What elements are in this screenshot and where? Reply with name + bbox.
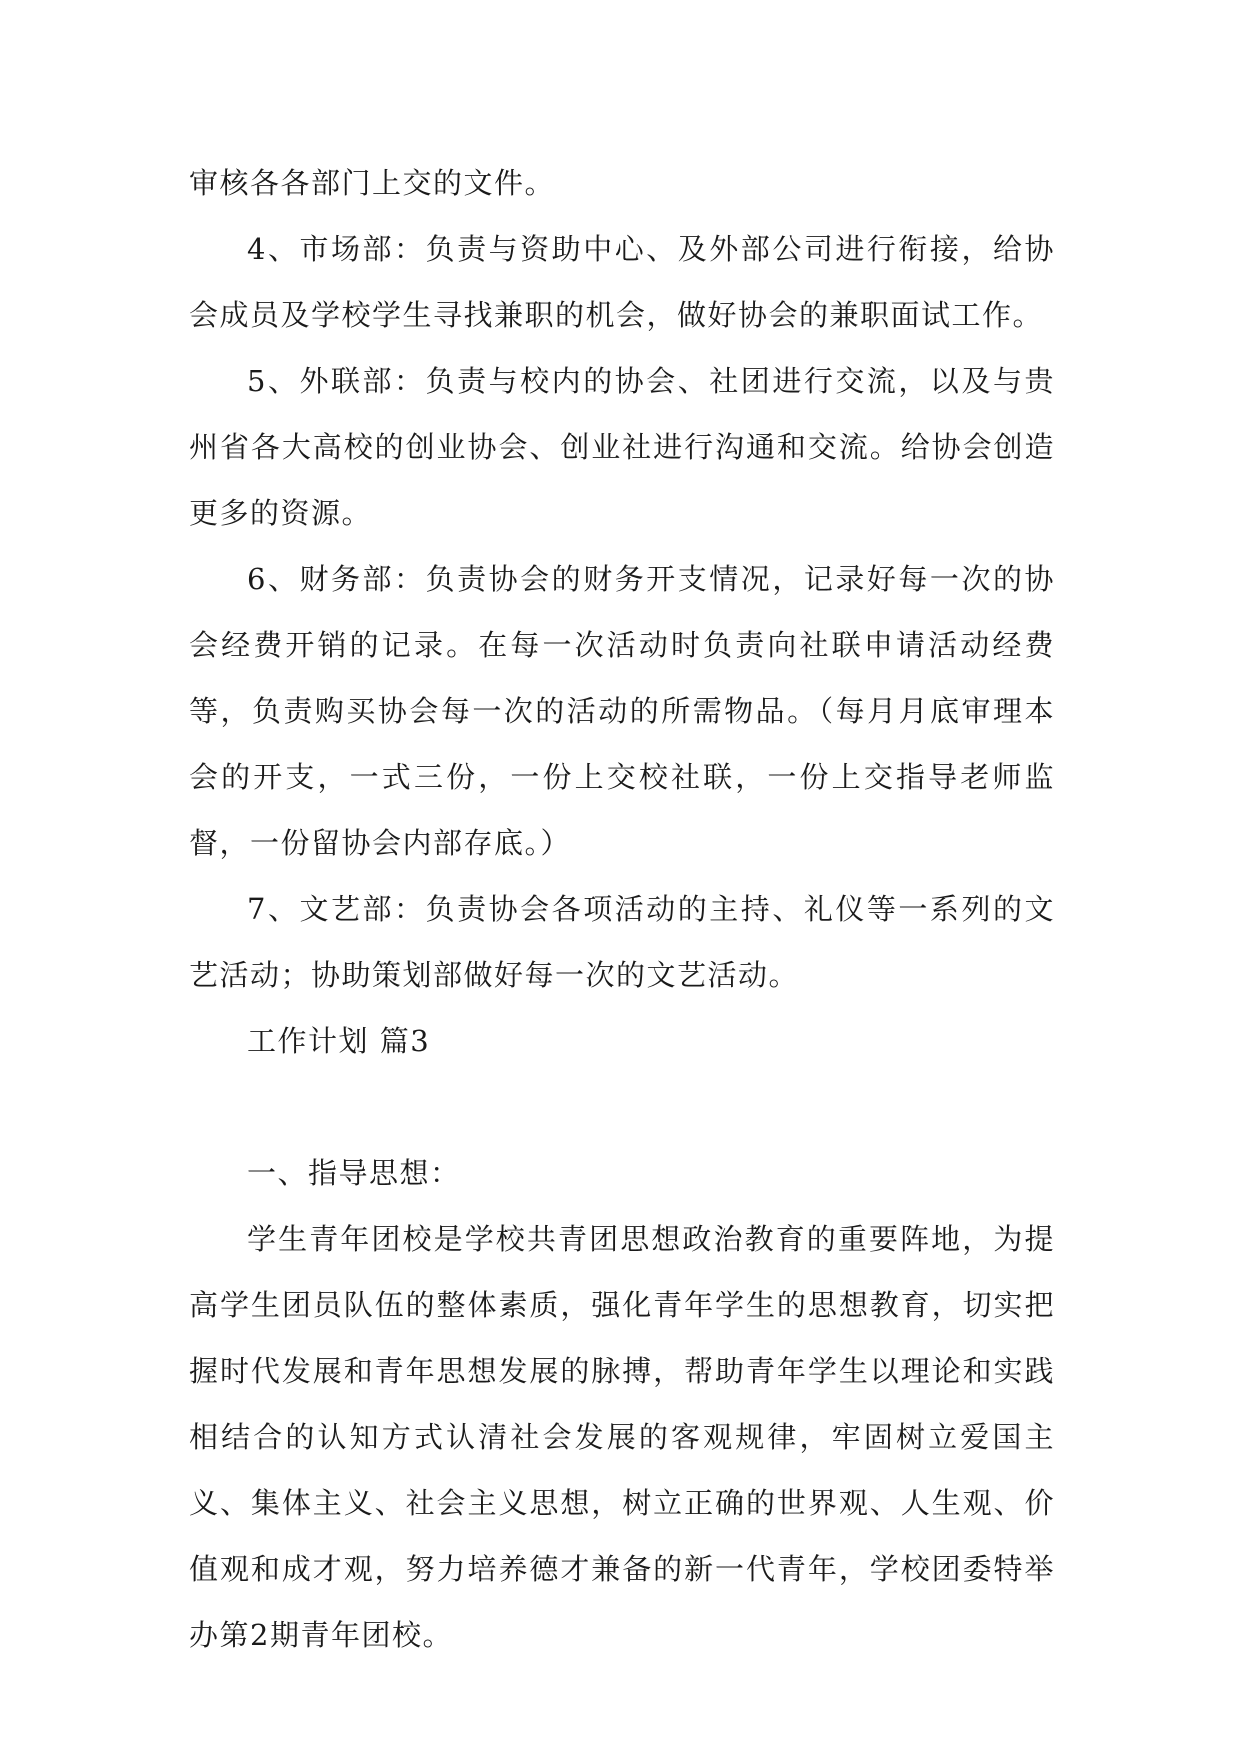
blank-line bbox=[189, 1074, 1055, 1140]
paragraph-guiding-ideology: 学生青年团校是学校共青团思想政治教育的重要阵地，为提高学生团员队伍的整体素质，强化青年学生的思想教育，切实把握时代发展和青年思想发展的脉搏，帮助青年学生以理论和实践相结合的认知方式认清社会发展的客观规律，牢固树立爱国主义、集体主义、社会主义思想，树立正确的世界观、人生观、价值观和成才观，努力培养德才兼备的新一代青年，学校团委特举办第2期青年团校。 bbox=[189, 1222, 1055, 1652]
paragraph-market-dept: 4、市场部：负责与资助中心、及外部公司进行衔接，给协会成员及学校学生寻找兼职的机会，做好协会的兼职面试工作。 bbox=[189, 232, 1055, 332]
paragraph-arts-dept: 7、文艺部：负责协会各项活动的主持、礼仪等一系列的文艺活动；协助策划部做好每一次的文艺活动。 bbox=[189, 892, 1055, 992]
section-title: 工作计划 篇3 bbox=[247, 1024, 431, 1058]
paragraph-finance-dept: 6、财务部：负责协会的财务开支情况，记录好每一次的协会经费开销的记录。在每一次活动时负责向社联申请活动经费等，负责购买协会每一次的活动的所需物品。（每月月底审理本会的开支，一式三份，一份上交校社联，一份上交指导老师监督，一份留协会内部存底。） bbox=[189, 562, 1055, 860]
paragraph-continuation: 审核各各部门上交的文件。 bbox=[189, 166, 556, 200]
document-body bbox=[189, 150, 1055, 1668]
heading-guiding-ideology: 一、指导思想： bbox=[247, 1156, 461, 1190]
paragraph-liaison-dept: 5、外联部：负责与校内的协会、社团进行交流，以及与贵州省各大高校的创业协会、创业社进行沟通和交流。给协会创造更多的资源。 bbox=[189, 364, 1055, 530]
